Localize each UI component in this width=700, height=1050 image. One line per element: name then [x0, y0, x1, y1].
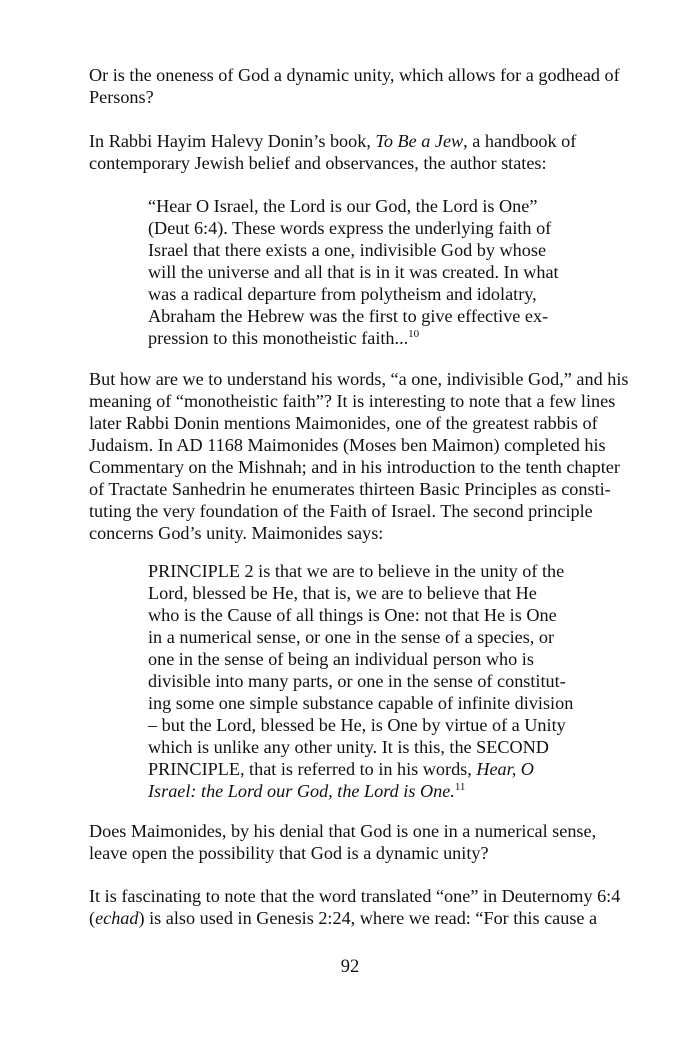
text-line: of Tractate Sanhedrin he enumerates thirteen Basic Principles as consti-: [89, 479, 611, 499]
text-line: meaning of “monotheistic faith”? It is interesting to note that a few lines: [89, 391, 616, 411]
text-line: But how are we to understand his words, “a one, indivisible God,” and his: [89, 369, 629, 389]
quote-line: – but the Lord, blessed be He, is One by virtue of a Unity: [148, 715, 566, 735]
quote-line: Abraham the Hebrew was the first to give effective ex-: [148, 306, 549, 326]
quote-line: ing some one simple substance capable of infinite division: [148, 693, 574, 713]
quote-line: one in the sense of being an individual person who is: [148, 649, 534, 669]
hebrew-term: echad: [95, 908, 139, 928]
italic-quote: Israel: the Lord our God, the Lord is One.: [148, 781, 455, 801]
quote-line: was a radical departure from polytheism and idolatry,: [148, 284, 537, 304]
text-segment: , a handbook of: [463, 131, 577, 151]
paragraph-maimonides-question: [89, 820, 629, 864]
paragraph-dynamic-unity-question: [89, 64, 629, 108]
text-line: Commentary on the Mishnah; and in his introduction to the tenth chapter: [89, 457, 620, 477]
quote-line: [148, 327, 588, 349]
block-quote-maimonides: [148, 560, 588, 802]
block-quote-donin: [148, 195, 588, 349]
quote-line: (Deut 6:4). These words express the underlying faith of: [148, 218, 552, 238]
text-segment: (: [89, 908, 96, 928]
text-line: [89, 907, 629, 929]
text-segment: PRINCIPLE, that is referred to in his words,: [148, 759, 477, 779]
quote-line: [148, 780, 588, 802]
footnote-marker: 11: [454, 781, 466, 793]
text-line: Or is the oneness of God a dynamic unity, which allows for a godhead of: [89, 65, 620, 85]
paragraph-maimonides-intro: [89, 368, 629, 544]
page-number: 92: [340, 957, 360, 977]
quote-line: will the universe and all that is in it was created. In what: [148, 262, 559, 282]
text-line: later Rabbi Donin mentions Maimonides, one of the greatest rabbis of: [89, 413, 598, 433]
quote-line: Israel that there exists a one, indivisible God by whose: [148, 240, 547, 260]
text-line: Does Maimonides, by his denial that God is one in a numerical sense,: [89, 821, 597, 841]
text-line: leave open the possibility that God is a dynamic unity?: [89, 843, 489, 863]
quote-line: which is unlike any other unity. It is this, the SECOND: [148, 737, 549, 757]
italic-quote: Hear, O: [476, 759, 534, 779]
quote-line: “Hear O Israel, the Lord is our God, the Lord is One”: [148, 196, 538, 216]
footnote-marker: 10: [408, 328, 420, 340]
quote-line: in a numerical sense, or one in the sense of a species, or: [148, 627, 555, 647]
quote-line: PRINCIPLE 2 is that we are to believe in the unity of the: [148, 561, 565, 581]
quote-line: who is the Cause of all things is One: not that He is One: [148, 605, 557, 625]
quote-line: divisible into many parts, or one in the sense of constitut-: [148, 671, 566, 691]
paragraph-echad: [89, 885, 629, 929]
text-line: concerns God’s unity. Maimonides says:: [89, 523, 384, 543]
paragraph-donin-book: [89, 130, 629, 174]
text-line: tuting the very foundation of the Faith of Israel. The second principle: [89, 501, 593, 521]
text-line: contemporary Jewish belief and observances, the author states:: [89, 153, 547, 173]
text-line: [89, 130, 629, 152]
text-line: It is fascinating to note that the word translated “one” in Deuternomy 6:4: [89, 886, 621, 906]
text-line: Persons?: [89, 87, 154, 107]
book-title: To Be a Jew: [375, 131, 464, 151]
quote-line: [148, 758, 588, 780]
text-segment: pression to this monotheistic faith...: [148, 328, 409, 348]
text-segment: ) is also used in Genesis 2:24, where we read: “For this cause a: [138, 908, 598, 928]
text-line: Judaism. In AD 1168 Maimonides (Moses ben Maimon) completed his: [89, 435, 606, 455]
quote-line: Lord, blessed be He, that is, we are to believe that He: [148, 583, 537, 603]
text-segment: In Rabbi Hayim Halevy Donin’s book,: [89, 131, 376, 151]
